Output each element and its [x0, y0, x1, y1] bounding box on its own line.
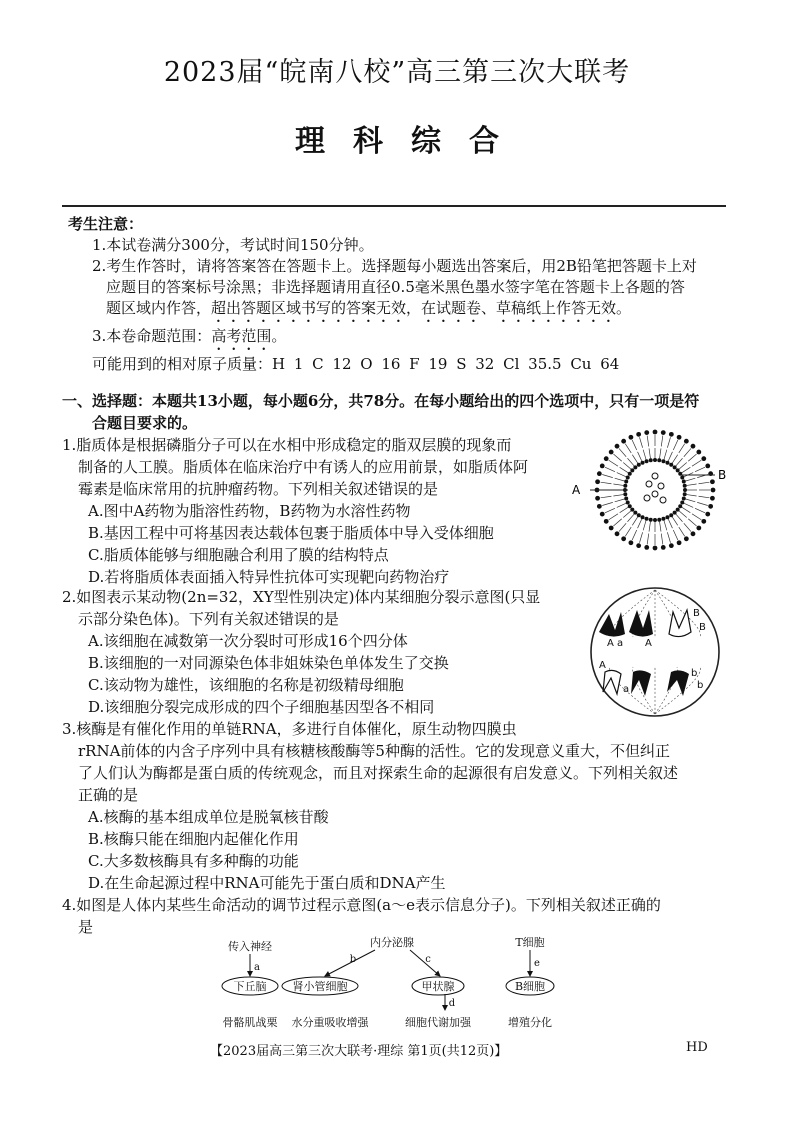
outer-head [609, 450, 614, 455]
notice-item-2-emphasis: 超出答题区域书写的答案无效，在试题卷、草稿纸上作答无效。 [211, 299, 632, 317]
outer-head [691, 531, 696, 536]
outer-tail [667, 532, 670, 543]
q3-stem-3: 了人们认为酶都是蛋白质的传统观念，而且对探索生命的起源很有启发意义。下列相关叙述 [78, 764, 679, 782]
effect-proliferation: 增殖分化 [508, 1016, 552, 1029]
q1-option-b: B.基因工程中可将基因表达载体包裹于脂质体中导入受体细胞 [88, 524, 494, 542]
inner-tail [668, 519, 672, 528]
candidate-notice [68, 214, 728, 375]
outer-head [621, 439, 626, 444]
outer-head [669, 543, 674, 548]
outer-tail [673, 440, 678, 450]
inner-tail [679, 462, 687, 469]
liposome-figure [560, 428, 740, 558]
outer-tail [647, 436, 649, 447]
outer-tail [601, 496, 612, 498]
inner-tail [682, 467, 690, 472]
q1-option-c: C.脂质体能够与细胞融合利用了膜的结构特点 [88, 546, 389, 564]
outer-head [705, 464, 710, 469]
chr-label: A [645, 638, 652, 649]
outer-tail [661, 534, 663, 545]
drug-molecule [644, 495, 650, 501]
inner-head [645, 459, 649, 463]
outer-head [629, 540, 634, 545]
inner-tail [664, 450, 667, 460]
inner-head [649, 518, 653, 522]
effect-metabolism: 细胞代谢加强 [405, 1016, 471, 1029]
inner-head [637, 463, 641, 467]
cell-division-figure [585, 582, 725, 722]
inner-head [645, 517, 649, 521]
source-afferent-nerve: 传入神经 [228, 940, 272, 953]
inner-tail [649, 522, 650, 532]
chromosome [629, 610, 653, 637]
inner-head [653, 518, 657, 522]
inner-head [623, 484, 627, 488]
outer-head [710, 496, 715, 501]
inner-tail [649, 448, 650, 458]
inner-head [661, 459, 665, 463]
source-t-cell: T细胞 [515, 936, 545, 949]
inner-head [624, 496, 628, 500]
q3-stem-2: rRNA前体的内含子序列中具有核糖核酸酶等5种酶的活性。它的发现意义重大，不但纠正 [78, 742, 670, 760]
inner-head [669, 513, 673, 517]
inner-head [665, 515, 669, 519]
outer-head [684, 536, 689, 541]
regulation-flowchart [200, 934, 580, 1034]
outer-head [710, 479, 715, 484]
notice-item-3 [68, 326, 728, 354]
chr-label: A [607, 638, 614, 649]
outer-tail [673, 530, 678, 540]
inner-head [683, 492, 687, 496]
outer-tail [601, 482, 612, 484]
outer-tail [632, 530, 637, 540]
outer-tail [609, 514, 618, 520]
inner-tail [627, 514, 634, 522]
section-1-line-2: 合题目要求的。 [92, 414, 198, 432]
inner-head [683, 484, 687, 488]
signal-b: b [349, 954, 357, 965]
outer-head [644, 430, 649, 435]
inner-head [626, 476, 630, 480]
outer-tail [605, 508, 615, 513]
outer-head [597, 504, 602, 509]
outer-tail [605, 467, 615, 472]
signal-e: e [534, 958, 540, 969]
inner-head [637, 513, 641, 517]
inner-head [624, 480, 628, 484]
drug-molecule [652, 473, 658, 479]
notice-heading: 考生注意： [68, 215, 144, 233]
chr-label: a [617, 638, 624, 649]
outer-tail [640, 532, 643, 543]
target-b-cell: B细胞 [514, 980, 546, 993]
drug-molecule [652, 491, 658, 497]
outer-tail [602, 502, 613, 505]
inner-head [657, 458, 661, 462]
inner-tail [682, 507, 690, 512]
outer-head [701, 519, 706, 524]
outer-tail [632, 440, 637, 450]
outer-head [696, 450, 701, 455]
outer-head [653, 430, 658, 435]
inner-tail [672, 517, 677, 525]
inner-head [682, 496, 686, 500]
inner-tail [686, 499, 696, 502]
outer-tail [699, 482, 710, 484]
drug-molecule [658, 483, 664, 489]
question-4 [62, 894, 730, 938]
inner-head [641, 515, 645, 519]
outer-tail [688, 454, 696, 461]
q3-option-c: C.大多数核酶具有多种酶的功能 [88, 852, 299, 870]
inner-head [683, 488, 687, 492]
outer-tail [619, 448, 626, 456]
inner-head [676, 508, 680, 512]
inner-tail [627, 458, 634, 466]
inner-head [630, 508, 634, 512]
q3-option-a: A.核酶的基本组成单位是脱氧核苷酸 [88, 808, 329, 826]
inner-tail [660, 522, 661, 532]
signal-a: a [254, 962, 260, 973]
inner-tail [664, 521, 667, 531]
page-footer: 【2023届高三第三次大联考·理综 第1页(共12页)】 [210, 1044, 508, 1059]
outer-head [661, 430, 666, 435]
outer-head [629, 435, 634, 440]
inner-head [678, 504, 682, 508]
outer-tail [684, 448, 691, 456]
outer-head [615, 531, 620, 536]
outer-tail [688, 519, 696, 526]
inner-head [678, 472, 682, 476]
inner-head [657, 518, 661, 522]
drug-molecule [660, 497, 666, 503]
inner-head [649, 458, 653, 462]
q1-option-d: D.若将脂质体表面插入特异性抗体可实现靶向药物治疗 [88, 568, 450, 586]
inner-tail [617, 473, 626, 477]
outer-tail [647, 534, 649, 545]
outer-head [711, 488, 716, 493]
outer-tail [697, 502, 708, 505]
inner-head [626, 500, 630, 504]
inner-head [661, 517, 665, 521]
inner-head [653, 458, 657, 462]
outer-head [597, 471, 602, 476]
outer-head [691, 444, 696, 449]
effect-water-reabsorption: 水分重吸收增强 [291, 1016, 369, 1029]
inner-tail [615, 478, 625, 481]
q2-option-c: C.该动物为雄性，该细胞的名称是初级精母细胞 [88, 676, 404, 694]
notice-item-3-a: 3.本卷命题范围： [92, 327, 212, 345]
outer-head [600, 512, 605, 517]
inner-tail [668, 452, 672, 461]
inner-tail [676, 514, 683, 522]
outer-tail [625, 444, 631, 453]
inner-tail [684, 503, 693, 507]
header-divider [62, 205, 726, 207]
q3-stem-4: 正确的是 [78, 786, 139, 804]
notice-item-2-line-3 [68, 298, 728, 326]
signal-d: d [448, 998, 456, 1009]
inner-tail [643, 450, 646, 460]
q3-stem-1: 3.核酶是有催化作用的单链RNA，多进行自体催化，原生动物四膜虫 [62, 720, 517, 738]
label-b: B [718, 468, 727, 482]
chr-label: a [623, 684, 630, 695]
inner-tail [617, 503, 626, 507]
chr-label: B [693, 608, 700, 619]
notice-item-1: 1.本试卷满分300分，考试时间150分钟。 [92, 236, 374, 254]
chromosomes [599, 610, 691, 696]
outer-tail [692, 514, 701, 520]
outer-head [708, 504, 713, 509]
effect-shivering: 骨骼肌战栗 [222, 1016, 278, 1029]
inner-head [673, 511, 677, 515]
inner-tail [643, 521, 646, 531]
q2-option-b: B.该细胞的一对同源染色体非姐妹染色单体发生了交换 [88, 654, 449, 672]
inner-head [630, 468, 634, 472]
inner-tail [632, 517, 637, 525]
outer-tail [640, 437, 643, 448]
inner-head [673, 465, 677, 469]
outer-tail [679, 527, 685, 536]
signal-c: c [425, 954, 431, 965]
inner-tail [620, 467, 628, 472]
outer-head [701, 456, 706, 461]
inner-head [641, 461, 645, 465]
chromosome [667, 670, 689, 696]
source-endocrine-gland: 内分泌腺 [370, 936, 414, 949]
outer-head [684, 439, 689, 444]
outer-tail [667, 437, 670, 448]
outer-tail [699, 496, 710, 498]
outer-head [609, 526, 614, 531]
outer-head [696, 526, 701, 531]
outer-tail [609, 460, 618, 466]
outer-head [636, 543, 641, 548]
chromosome [631, 670, 651, 696]
outer-head [653, 546, 658, 551]
notice-item-2-line-3-a: 题区域内作答， [106, 299, 212, 317]
inner-tail [613, 495, 623, 496]
notice-item-2-line-2: 应题目的答案标号涂黑；非选择题请用直径0.5毫米黑色墨水签字笔在答题卡上各题的答 [106, 278, 685, 296]
inner-tail [632, 455, 637, 463]
outer-tail [695, 508, 705, 513]
outer-head [669, 432, 674, 437]
outer-head [595, 479, 600, 484]
inner-tail [620, 507, 628, 512]
chr-label: A [599, 660, 606, 671]
inner-tail [687, 495, 697, 496]
target-hypothalamus: 下丘脑 [233, 980, 267, 993]
subject-title: 理科综合 [295, 124, 527, 159]
q4-stem-1: 4.如图是人体内某些生命活动的调节过程示意图(a～e表示信息分子)。下列相关叙述正确的 [62, 896, 661, 914]
chr-label: b [697, 680, 704, 691]
inner-head [669, 463, 673, 467]
inner-tail [613, 484, 623, 485]
outer-head [661, 545, 666, 550]
q3-option-d: D.在生命起源过程中RNA可能先于蛋白质和DNA产生 [88, 874, 446, 892]
outer-tail [613, 454, 621, 461]
outer-tail [695, 467, 705, 472]
drug-molecule [646, 481, 652, 487]
section-1-line-1: 一、选择题：本题共13小题，每小题6分，共78分。在每小题给出的四个选项中，只有一项是符 [62, 392, 700, 410]
outer-tail [613, 519, 621, 526]
outer-tail [602, 475, 613, 478]
q1-stem-1: 1.脂质体是根据磷脂分子可以在水相中形成稳定的脂双层膜的现象而 [62, 436, 512, 454]
notice-item-3-scope: 高考范围。 [211, 327, 287, 345]
q2-option-d: D.该细胞分裂完成形成的四个子细胞基因型各不相同 [88, 698, 435, 716]
outer-tail [692, 460, 701, 466]
outer-head [644, 545, 649, 550]
spindle-fibers [610, 590, 704, 714]
inner-head [628, 472, 632, 476]
q1-stem-3: 霉素是临床常用的抗肿瘤药物。下列相关叙述错误的是 [78, 480, 439, 498]
outer-head [621, 536, 626, 541]
chromosome [669, 610, 691, 637]
inner-tail [679, 511, 687, 518]
outer-head [604, 519, 609, 524]
inner-head [676, 468, 680, 472]
inner-head [682, 480, 686, 484]
outer-tail [661, 436, 663, 447]
inner-head [633, 465, 637, 469]
inner-head [680, 476, 684, 480]
notice-item-2-line-1: 2.考生作答时，请将答案答在答题卡上。选择题每小题选出答案后，用2B铅笔把答题卡上对 [92, 257, 697, 275]
inner-tail [638, 452, 642, 461]
inner-tail [660, 448, 661, 458]
inner-tail [615, 499, 625, 502]
inner-tail [623, 511, 631, 518]
exam-title: 2023届“皖南八校”高三第三次大联考 [163, 57, 631, 88]
q1-stem-2: 制备的人工膜。脂质体在临床治疗中有诱人的应用前景，如脂质体阿 [78, 458, 529, 476]
q4-stem-2: 是 [78, 918, 94, 936]
inner-head [665, 461, 669, 465]
inner-tail [686, 478, 696, 481]
inner-head [680, 500, 684, 504]
outer-head [677, 435, 682, 440]
inner-tail [687, 484, 697, 485]
question-3 [62, 718, 730, 894]
outer-tail [625, 527, 631, 536]
question-1 [62, 434, 582, 588]
chr-label: b [691, 668, 698, 679]
outer-head [615, 444, 620, 449]
outer-head [677, 540, 682, 545]
inner-head [623, 492, 627, 496]
q2-option-a: A.该细胞在减数第一次分裂时可形成16个四分体 [88, 632, 408, 650]
outer-tail [679, 444, 685, 453]
target-renal-tubule: 肾小管细胞 [292, 980, 348, 993]
target-thyroid: 甲状腺 [421, 980, 455, 993]
inner-tail [638, 519, 642, 528]
q1-option-a: A.图中A药物为脂溶性药物，B药物为水溶性药物 [88, 502, 411, 520]
outer-head [604, 456, 609, 461]
question-2 [62, 586, 592, 718]
outer-head [705, 512, 710, 517]
inner-tail [676, 458, 683, 466]
inner-head [633, 511, 637, 515]
label-a: A [572, 483, 581, 497]
inner-tail [623, 462, 631, 469]
chromosome [603, 670, 621, 694]
outer-tail [619, 523, 626, 531]
outer-head [595, 496, 600, 501]
q2-stem-2: 示部分染色体)。下列有关叙述错误的是 [78, 610, 339, 628]
q2-stem-1: 2.如图表示某动物(2n=32，XY型性别决定)体内某细胞分裂示意图(只显 [62, 588, 541, 606]
q3-option-b: B.核酶只能在细胞内起催化作用 [88, 830, 299, 848]
outer-head [600, 464, 605, 469]
chr-label: B [699, 622, 706, 633]
outer-tail [684, 523, 691, 531]
inner-tail [672, 455, 677, 463]
atomic-masses: 可能用到的相对原子质量：H 1 C 12 O 16 F 19 S 32 Cl 35.5 Cu 64 [92, 355, 620, 373]
outer-head [636, 432, 641, 437]
paper-code: HD [686, 1040, 708, 1055]
inner-head [628, 504, 632, 508]
